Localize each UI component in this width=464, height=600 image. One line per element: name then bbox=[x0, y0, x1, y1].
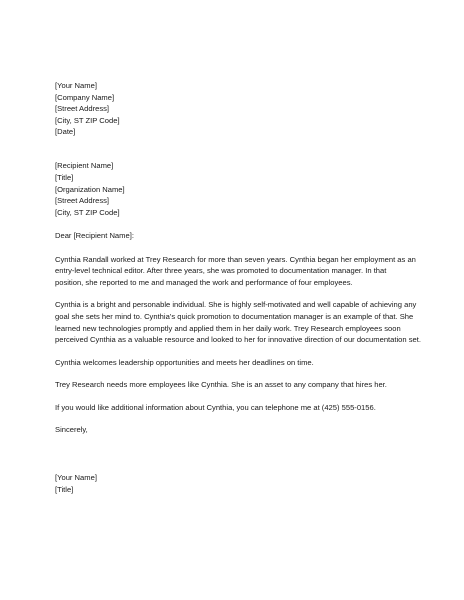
recipient-name: [Recipient Name] bbox=[55, 161, 114, 171]
letter-date: [Date] bbox=[55, 127, 76, 137]
signature-space bbox=[55, 436, 425, 472]
paragraph-line: learned new technologies promptly and applied them in her daily work. Trey Research employees soon bbox=[55, 323, 401, 333]
signer-title: [Title] bbox=[55, 484, 74, 494]
paragraph-line: Trey Research needs more employees like Cynthia. She is an asset to any company that hires her. bbox=[55, 380, 387, 390]
recipient-address-block bbox=[55, 160, 425, 218]
body-paragraph-5 bbox=[55, 402, 425, 414]
body-paragraph-2 bbox=[55, 299, 425, 345]
recipient-city: [City, ST ZIP Code] bbox=[55, 207, 120, 217]
paragraph-line: goal she sets her mind to. Cynthia’s quick promotion to documentation manager is an example of that. She bbox=[55, 311, 414, 321]
paragraph-line: entry-level technical editor. After three years, she was promoted to documentation manager. In that bbox=[55, 266, 387, 276]
letter-content bbox=[55, 80, 425, 495]
paragraph-line: Cynthia is a bright and personable individual. She is highly self-motivated and well capable of achieving any bbox=[55, 300, 417, 310]
recipient-title: [Title] bbox=[55, 173, 74, 183]
paragraph-line: Cynthia Randall worked at Trey Research for more than seven years. Cynthia began her employment as an bbox=[55, 254, 416, 264]
sender-city: [City, ST ZIP Code] bbox=[55, 115, 120, 125]
recipient-organization: [Organization Name] bbox=[55, 184, 125, 194]
sender-name: [Your Name] bbox=[55, 81, 97, 90]
spacer bbox=[55, 218, 425, 230]
paragraph-line: If you would like additional information about Cynthia, you can telephone me at (425) 555-0156. bbox=[55, 402, 376, 412]
closing: Sincerely, bbox=[55, 425, 88, 435]
sender-company: [Company Name] bbox=[55, 92, 115, 102]
spacer bbox=[55, 138, 425, 161]
paragraph-line: Cynthia welcomes leadership opportunities and meets her deadlines on time. bbox=[55, 357, 314, 367]
recipient-street: [Street Address] bbox=[55, 196, 110, 206]
signer-name: [Your Name] bbox=[55, 473, 97, 483]
spacer bbox=[55, 242, 425, 254]
body-paragraph-1 bbox=[55, 254, 425, 289]
paragraph-line: perceived Cynthia as a valuable resource and looked to her for innovative direction of our documentation set. bbox=[55, 335, 421, 345]
sender-address-block bbox=[55, 80, 425, 138]
paragraph-line: position, she reported to me and managed the work and performance of four employees. bbox=[55, 277, 353, 287]
salutation: Dear [Recipient Name]: bbox=[55, 231, 134, 241]
body-paragraph-3 bbox=[55, 357, 425, 369]
signature-block bbox=[55, 472, 425, 495]
body-paragraph-4 bbox=[55, 379, 425, 391]
sender-street: [Street Address] bbox=[55, 104, 110, 114]
